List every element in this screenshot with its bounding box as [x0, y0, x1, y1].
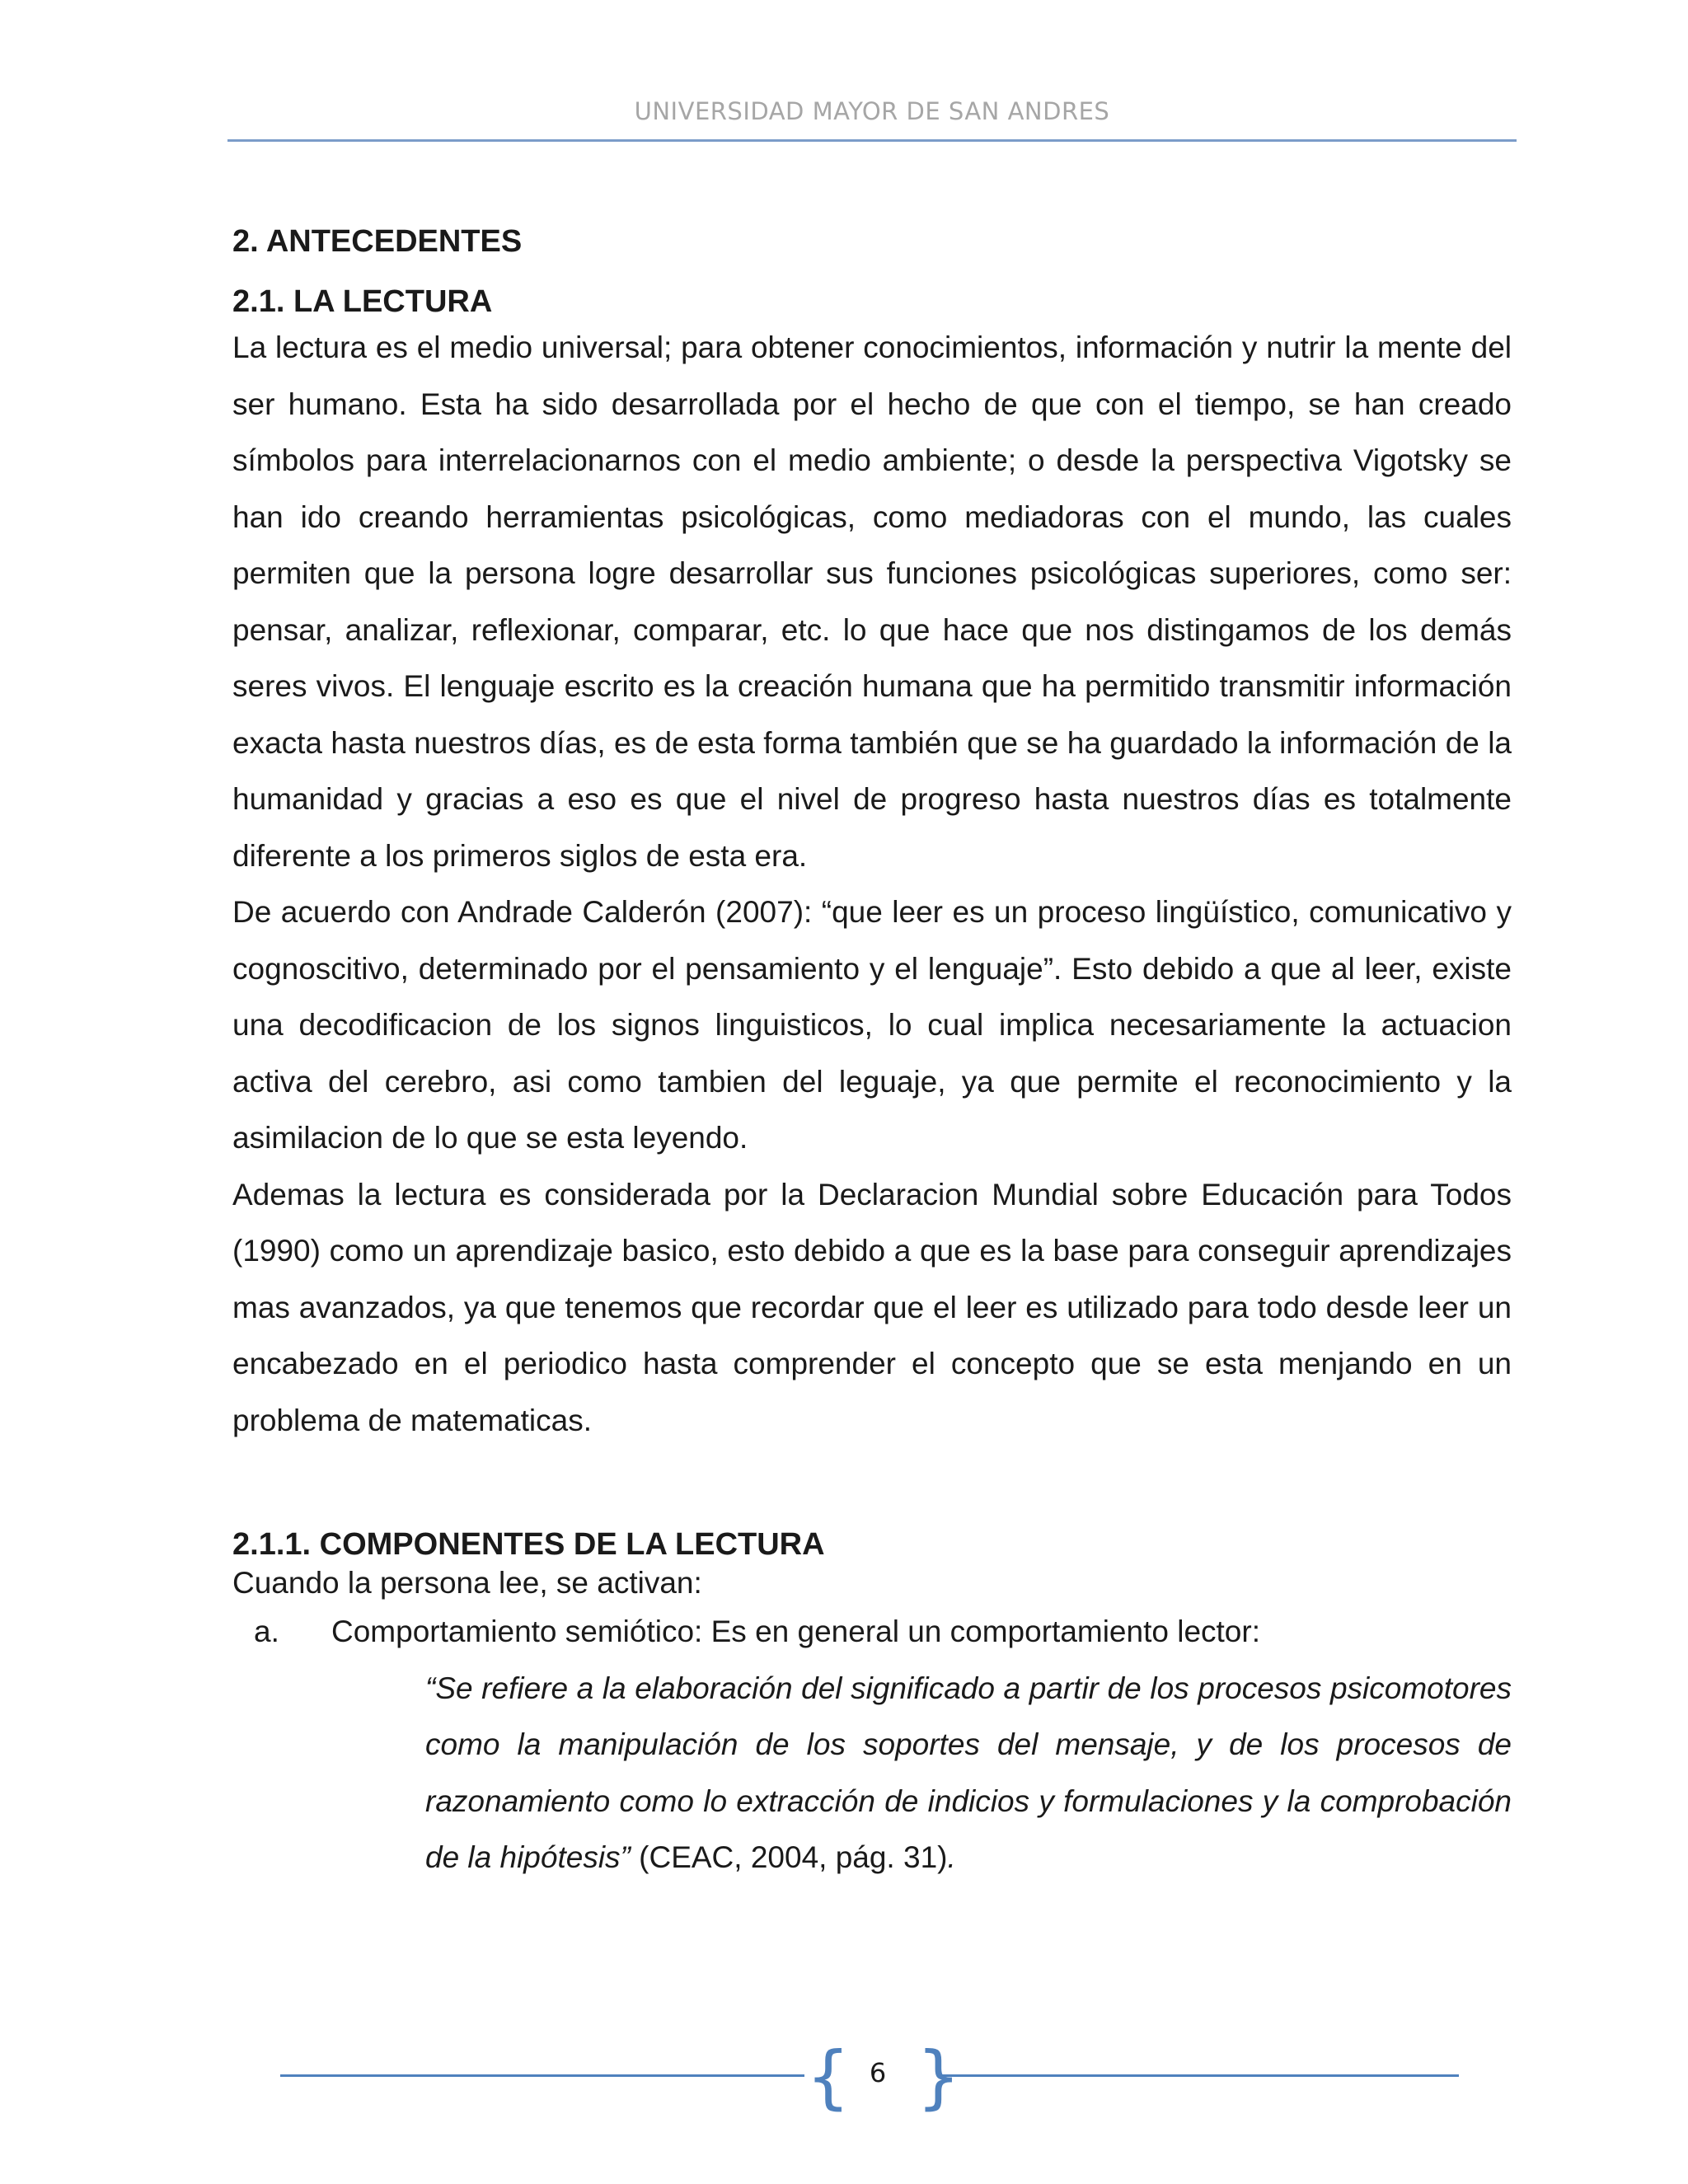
footer-brace-right: } [917, 2036, 961, 2117]
quote-citation: (CEAC, 2004, pág. 31) [630, 1840, 948, 1874]
paragraph-2: De acuerdo con Andrade Calderón (2007): “que leer es un proceso lingüístico, comunicativo y cognoscitivo, determinado por el pensamiento y el lenguaje”. Esto debido a que al leer, existe una decodificacion de los signos linguisticos, lo cual implica necesariamente la actuacion activa del cerebro, asi como tambien del leguaje, ya que permite el reconocimiento y la asimilacion de lo que se esta leyendo. [232, 895, 1512, 1155]
section-heading-componentes: 2.1.1. COMPONENTES DE LA LECTURA [232, 1527, 825, 1562]
section-heading-antecedentes: 2. ANTECEDENTES [232, 224, 523, 259]
list-item-text: Comportamiento semiótico: Es en general un comportamiento lector: [331, 1615, 1260, 1648]
footer-brace-left: { [806, 2036, 851, 2117]
page-number: 6 [869, 2057, 887, 2088]
section-heading-lectura: 2.1. LA LECTURA [232, 284, 493, 319]
paragraph-1: La lectura es el medio universal; para obtener conocimientos, información y nutrir la mente del ser humano. Esta ha sido desarrollada por el hecho de que con el tiempo, se han creado símbolos para interrelacionarnos con el medio ambiente; o desde la perspectiva Vigotsky se han ido creando herramientas psicológicas, como mediadoras con el mundo, las cuales permiten que la persona logre desarrollar sus funciones psicológicas superiores, como ser: pensar, analizar, reflexionar, comparar, etc. lo que hace que nos distingamos de los demás seres vivos. El lenguaje escrito es la creación humana que ha permitido transmitir información exacta hasta nuestros días, es de esta forma también que se ha guardado la información de la humanidad y gracias a eso es que el nivel de progreso hasta nuestros días es totalmente diferente a los primeros siglos de esta era. [232, 330, 1512, 873]
paragraph-3: Ademas la lectura es considerada por la Declaracion Mundial sobre Educación para Todos (1990) como un aprendizaje basico, esto debido a que es la base para conseguir aprendizajes mas avanzados, ya que tenemos que recordar que el leer es utilizado para todo desde leer un encabezado en el periodico hasta comprender el concepto que se esta menjando en un problema de matematicas. [232, 1177, 1512, 1437]
block-quote [425, 1661, 1512, 1886]
document-body [232, 221, 1512, 1886]
footer-divider-right [938, 2074, 1459, 2077]
list-item [232, 1604, 1512, 1661]
spacer [232, 1449, 1512, 1526]
quote-end: . [947, 1840, 956, 1874]
page-header-title: UNIVERSIDAD MAYOR DE SAN ANDRES [634, 97, 1110, 125]
footer-divider-left [280, 2074, 804, 2077]
header-divider [227, 139, 1517, 142]
quote-text: “Se refiere a la elaboración del significado a partir de los procesos psicomotores como la manipulación de los soportes del mensaje, y de los procesos de razonamiento como lo extracción de indicios y formulaciones y la comprobación de la hipótesis” [425, 1671, 1512, 1874]
intro-text: Cuando la persona lee, se activan: [232, 1566, 702, 1600]
list-marker: a. [254, 1615, 279, 1648]
